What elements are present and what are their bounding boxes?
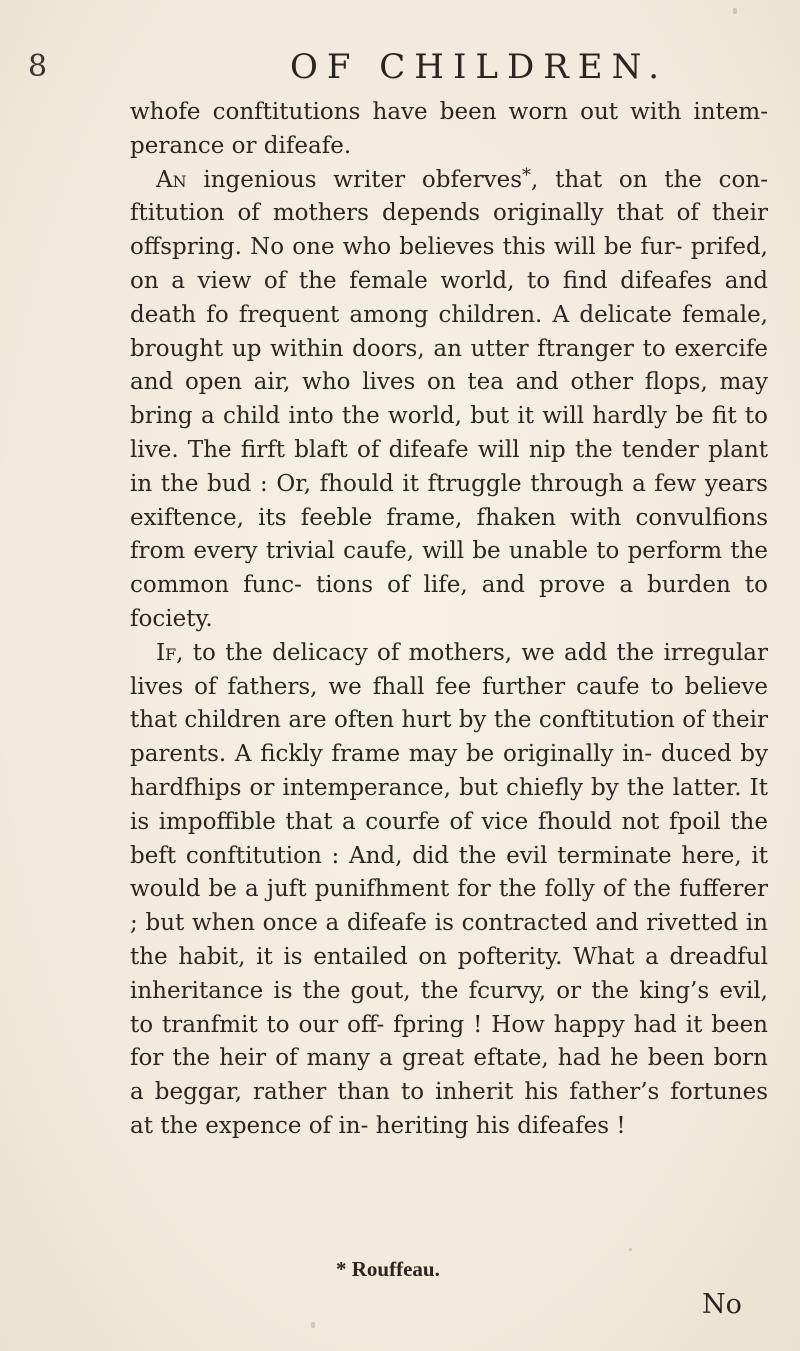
paragraph-1-text: whofe conftitutions have been worn out with intem- perance or difeafe. bbox=[130, 99, 768, 159]
paragraph-2 bbox=[130, 164, 768, 637]
catchword: No bbox=[702, 1289, 742, 1320]
page-number: 8 bbox=[28, 49, 48, 84]
paragraph-3 bbox=[130, 637, 768, 1144]
paragraph-3-lead: If, bbox=[156, 639, 184, 666]
paragraph-1 bbox=[130, 96, 768, 164]
paragraph-2-text-before-mark: ingenious writer obferves bbox=[186, 166, 523, 193]
paper-speck bbox=[311, 1322, 315, 1328]
paragraph-3-text: to the delicacy of mothers, we add the irregular lives of fathers, we fhall fee further caufe to believe that children are often hurt by the conftitution of their parents. A fickly frame may be originally in- duced by hardfhips or intemperance, but chiefly by the latter. It is impoffible that a courfe of vice fhould not fpoil the beft conftitution : And, did the evil terminate here, it would be a juft punifhment for the folly of the fufferer ; but when once a difeafe is contracted and rivetted in the habit, it is entailed on pofterity. What a dreadful inheritance is the gout, the fcurvy, or the king’s evil, to tranfmit to our off- fpring ! How happy had it been for the heir of many a great eftate, had he been born a beggar, rather than to inherit his father’s fortunes at the expence of in- heriting his difeafes ! bbox=[130, 639, 768, 1139]
chapter-title: OF CHILDREN. bbox=[290, 47, 669, 87]
running-head bbox=[28, 47, 776, 94]
paper-speck bbox=[629, 1248, 632, 1251]
paragraph-2-lead: An bbox=[156, 166, 187, 193]
footnote-reference-mark: * bbox=[522, 164, 532, 186]
paragraph-2-text: , that on the con- ftitution of mothers depends originally that of their offspring. No one who believes this will be fur- prifed, on a view of the female world, to find difeafes and death fo frequent among children. A delicate female, brought up within doors, an utter ftranger to exercife and open air, who lives on tea and other flops, may bring a child into the world, but it will hardly be fit to live. The firft blaft of difeafe will nip the tender plant in the bud : Or, fhould it ftruggle through a few years exiftence, its feeble frame, fhaken with convulfions from every trivial caufe, will be unable to perform the common func- tions of life, and prove a burden to fociety. bbox=[130, 166, 768, 632]
footnote: * Rouffeau. bbox=[336, 1257, 440, 1281]
paper-speck bbox=[733, 8, 737, 14]
body-text bbox=[130, 96, 768, 1144]
